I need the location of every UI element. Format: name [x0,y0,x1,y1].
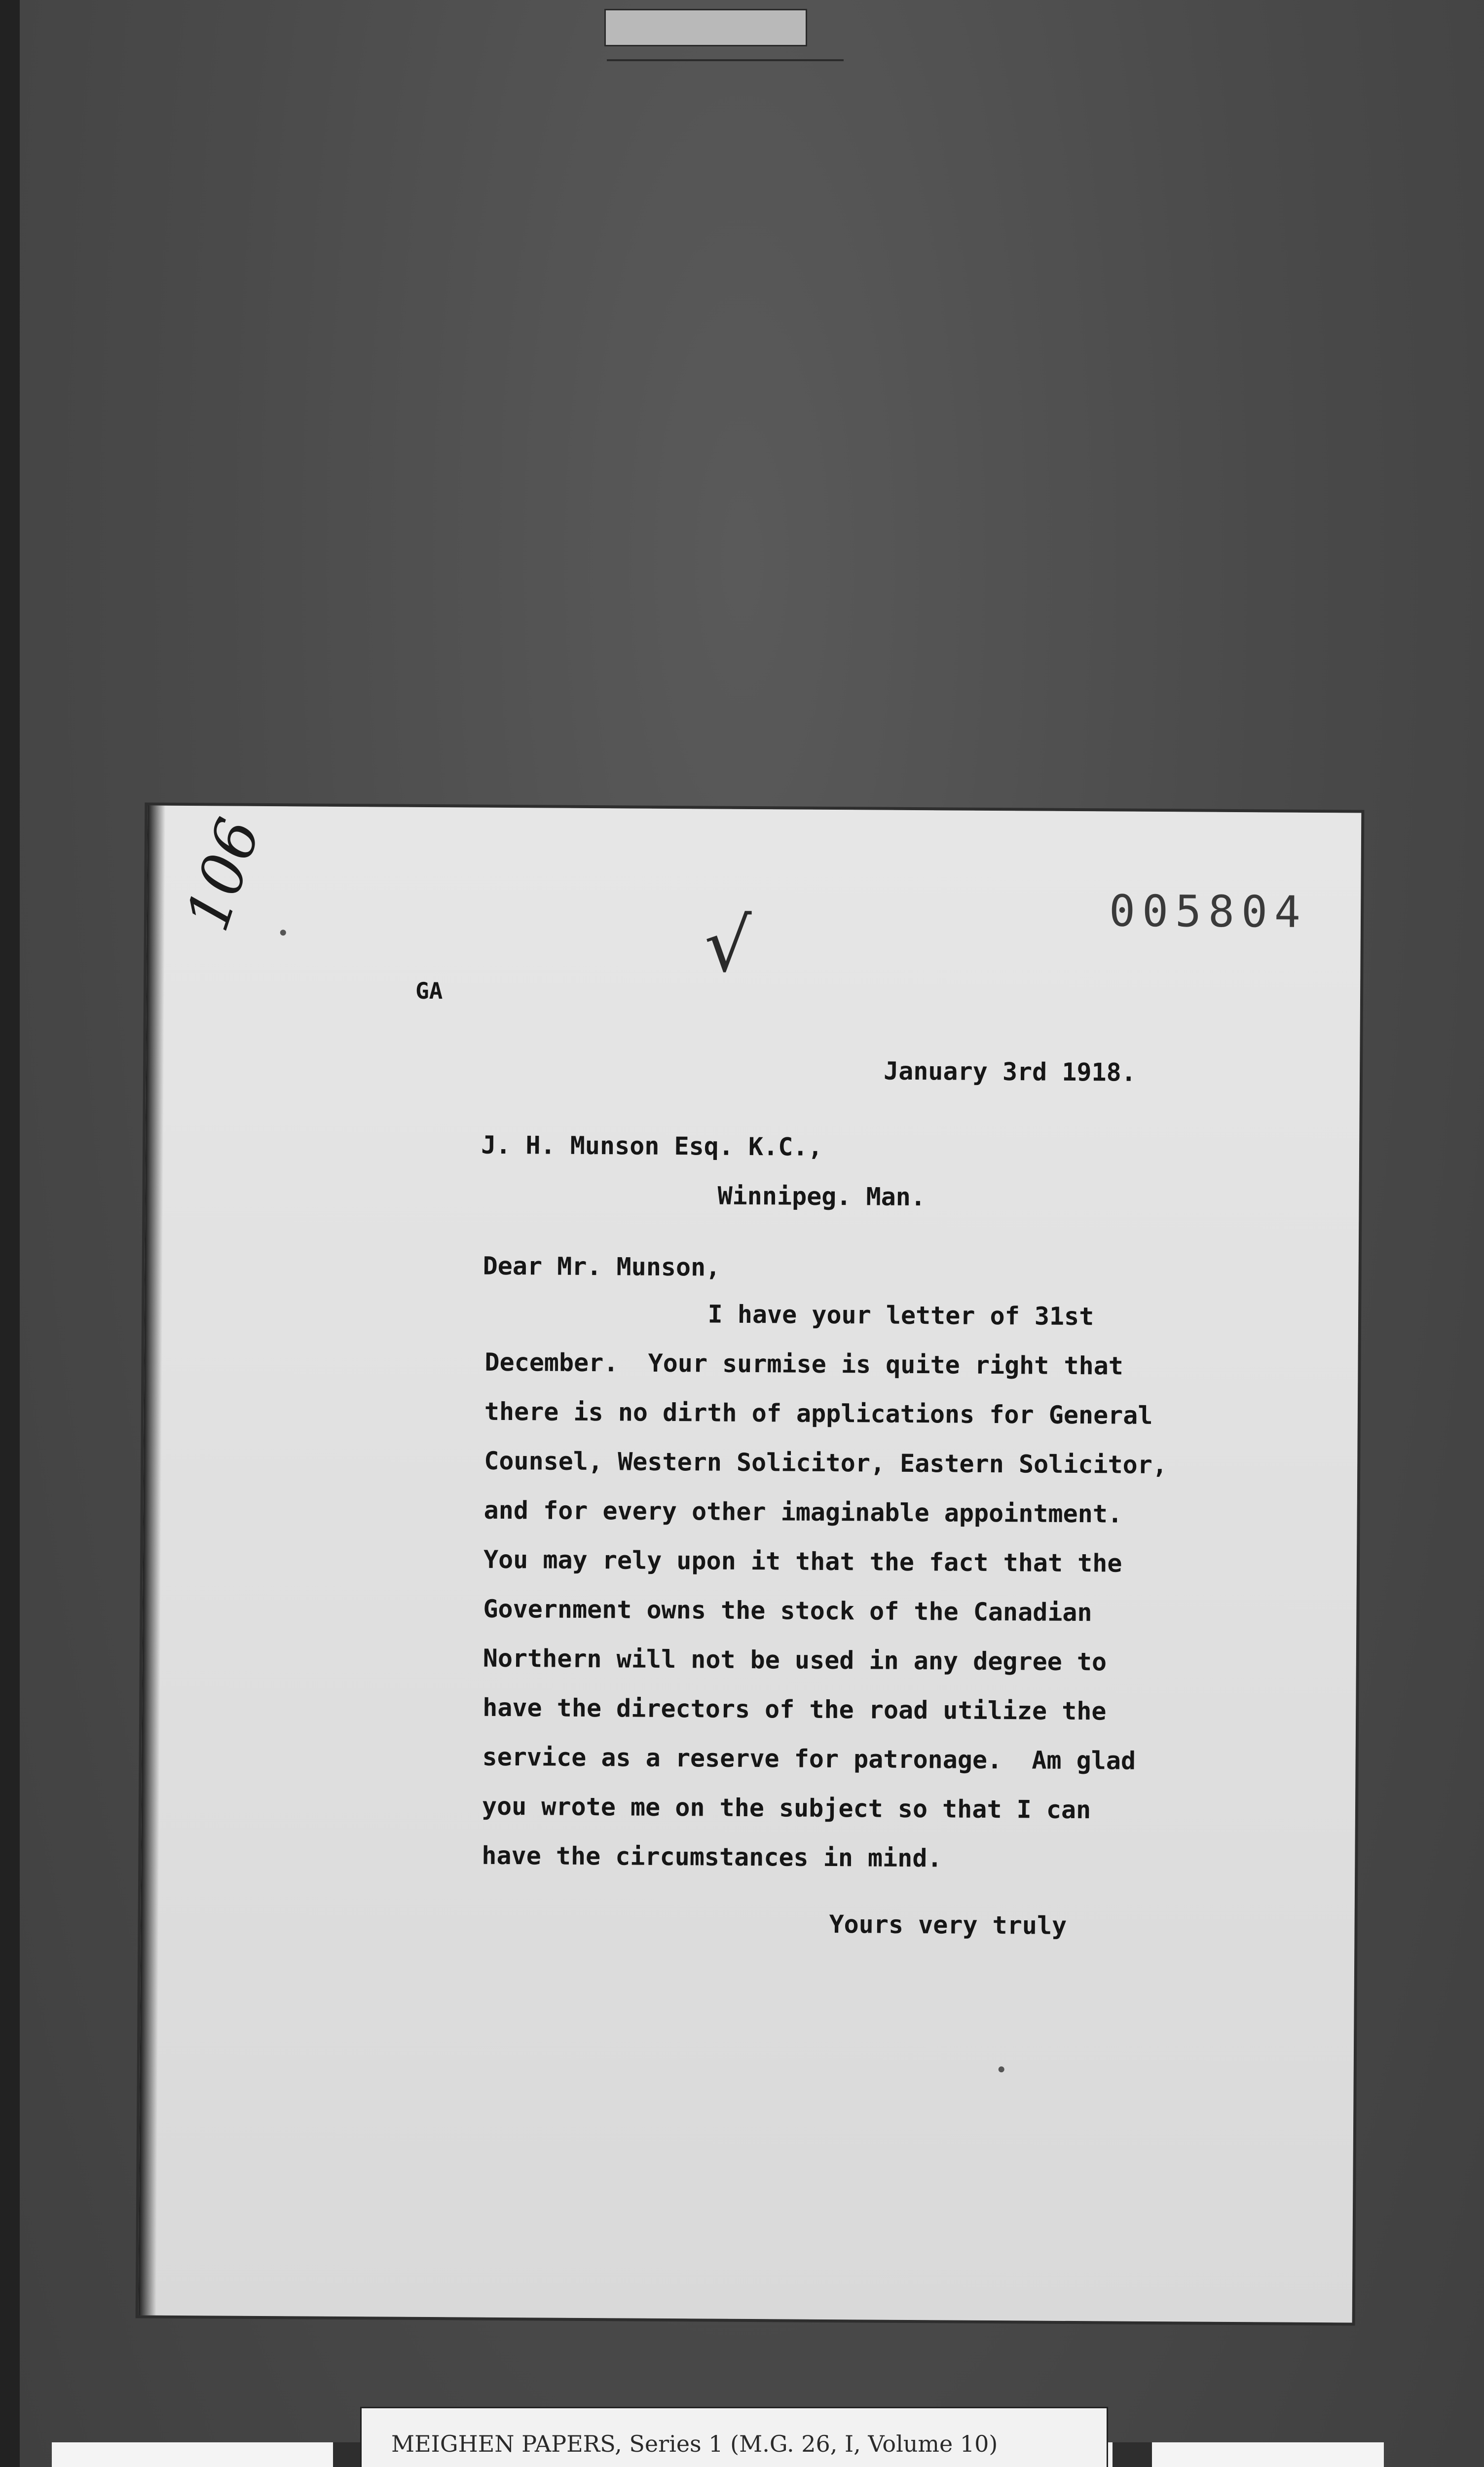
top-line [607,59,844,61]
addressee-place: Winnipeg. Man. [717,1181,926,1212]
film-edge-left [0,0,20,2467]
typist-initials: GA [415,977,443,1005]
body-line: December. Your surmise is quite right that [484,1347,1124,1381]
body-line: have the circumstances in mind. [482,1841,942,1873]
body-line: Counsel, Western Solicitor, Eastern Solicitor, [484,1446,1168,1480]
body-line: service as a reserve for patronage. Am glad [482,1742,1136,1775]
salutation: Dear Mr. Munson, [482,1251,721,1282]
ink-speck [999,2066,1004,2072]
closing: Yours very truly [829,1909,1067,1940]
ink-speck [280,930,286,935]
letter-sheet [139,806,1362,2323]
series-label [360,2407,1108,2467]
addressee-name: J. H. Munson Esq. K.C., [481,1130,823,1161]
body-line: there is no dirth of applications for General [484,1397,1153,1430]
body-line: Government owns the stock of the Canadian [483,1594,1092,1627]
handwritten-checkmark: √ [704,902,752,989]
card-notch [1113,2442,1152,2467]
stamped-document-number: 005804 [1109,885,1308,937]
body-line: you wrote me on the subject so that I can [482,1792,1091,1825]
series-label-text: MEIGHEN PAPERS, Series 1 (M.G. 26, I, Volume 10) [391,2430,998,2457]
body-line: I have your letter of 31st [484,1298,1094,1331]
body-line: have the directors of the road utilize the [482,1693,1107,1726]
handwritten-page-number: 106 [173,810,274,939]
letter-date: January 3rd 1918. [883,1056,1137,1087]
top-tab [604,9,807,46]
body-line: Northern will not be used in any degree to [482,1644,1107,1677]
body-line: and for every other imaginable appointment. [483,1495,1123,1529]
body-line: You may rely upon it that the fact that the [483,1545,1122,1578]
